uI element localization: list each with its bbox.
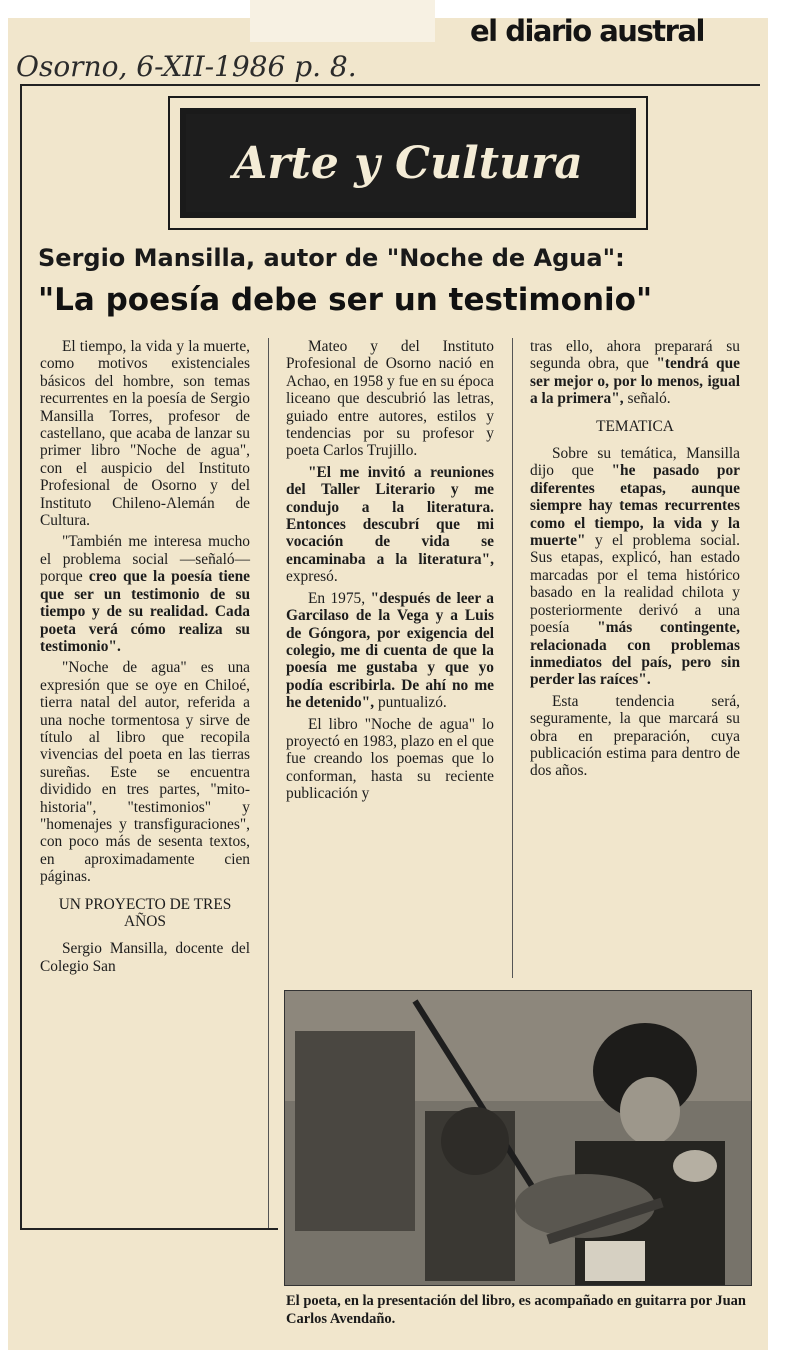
paragraph-text: Sobre su temática, Mansilla dijo que [530, 445, 740, 480]
paragraph-text: En 1975, [308, 589, 366, 607]
photo-caption: El poeta, en la presentación del libro, es acompañado en guitarra por Juan Carlos Avendaño. [286, 1293, 746, 1327]
section-banner-inner [180, 108, 636, 218]
article-kicker: Sergio Mansilla, autor de "Noche de Agua": [38, 244, 625, 272]
subheading: TEMATICA [596, 417, 674, 435]
section-banner-title: Arte y Cultura [233, 137, 583, 189]
column-rule [268, 338, 269, 1228]
text-column-1 [40, 338, 250, 1223]
paragraph-text: puntualizó. [377, 694, 447, 712]
top-border-rule [20, 84, 760, 86]
paragraph: "Noche de agua" es una expresión que se oye en Chiloé, tierra natal del autor, referida a una noche tormentosa y sirve de título al libro que recopila vivencias del poeta en las tierras sureñas. Este se encuentra dividido en tres partes, "mito-historia", "testimonios" y "homenajes y transfiguraciones", con poco más de sesenta textos, en aproximadamente cien páginas. [40, 659, 250, 886]
paragraph-bold-text: "El me invitó a reuniones del Taller Literario y me condujo a la literatura. Entonces descubrí que mi vocación de vida se encaminaba a la literatura", [286, 463, 494, 568]
article-headline: "La poesía debe ser un testimonio" [38, 282, 653, 318]
masthead: el diario austral [470, 14, 704, 48]
paragraph: Esta tendencia será, seguramente, la que marcará su obra en preparación, cuya publicación estima para dentro de dos años. [530, 692, 740, 780]
paragraph: El libro "Noche de agua" lo proyectó en 1983, plazo en el que fue creando los poemas que lo conforman, hasta su reciente publicación y [286, 715, 494, 803]
paper-tape [250, 0, 435, 42]
text-column-2 [286, 338, 494, 983]
paragraph: Mateo y del Instituto Profesional de Osorno nació en Achao, en 1958 y fue en su época liceano que descubrió las letras, guiado entre autores, estilos y tendencias por su profesor y poeta Carlos Trujillo. [286, 338, 494, 460]
paragraph-text: tras ello, ahora preparará su segunda obra, que [530, 338, 740, 373]
paragraph-text: y el problema social. Sus etapas, explicó, han estado marcadas por el tema histórico basado en la realidad chilota y posteriormente derivó a una poesía [530, 532, 740, 637]
paragraph [530, 445, 740, 689]
paragraph-text: señaló. [627, 390, 671, 408]
handwritten-note: Osorno, 6-XII-1986 p. 8. [16, 50, 357, 83]
column-rule [512, 338, 513, 978]
bottom-border-rule [20, 1228, 278, 1230]
paragraph [530, 338, 740, 408]
text-column-3 [530, 338, 740, 978]
section-banner [168, 96, 648, 230]
paragraph-text: expresó. [286, 568, 338, 586]
paragraph-bold-text: creo que la poesía tiene que ser un testimonio de su tiempo y de su realidad. Cada poeta verá cómo realiza su testimonio". [40, 568, 250, 655]
paragraph [286, 590, 494, 712]
paragraph-bold-text: "más contingente, relacionada con problemas inmediatos del país, pero sin perder las raíces". [530, 619, 740, 689]
paragraph [40, 533, 250, 655]
paragraph-bold-text: "he pasado por diferentes etapas, aunque siempre hay temas recurrentes como el tiempo, la vida y la muerte" [530, 462, 740, 550]
paragraph: El tiempo, la vida y la muerte, como motivos existenciales básicos del hombre, son temas recurrentes en la poesía de Sergio Mansilla Torres, profesor de castellano, que acaba de lanzar su primer libro "Noche de agua", con el auspicio del Instituto Profesional de Osorno y del Instituto Chileno-Alemán de Cultura. [40, 338, 250, 530]
paragraph: Sergio Mansilla, docente del Colegio San [40, 940, 250, 975]
paragraph-text: "También me interesa mucho el problema social —señaló— porque [40, 533, 250, 586]
paragraph [286, 464, 494, 586]
subheading: UN PROYECTO DE TRES AÑOS [58, 895, 232, 930]
article-photo [284, 990, 752, 1286]
photo-illustration [285, 991, 752, 1286]
left-border-rule [20, 84, 22, 1230]
paragraph-bold-text: "después de leer a Garcilaso de la Vega y a Luis de Góngora, por exigencia del colegio, me di cuenta de que la poesía me gustaba y que yo podía escribirla. De ahí no me he detenido", [286, 589, 494, 712]
paragraph-bold-text: "tendrá que ser mejor o, por lo menos, igual a la primera", [530, 355, 740, 408]
